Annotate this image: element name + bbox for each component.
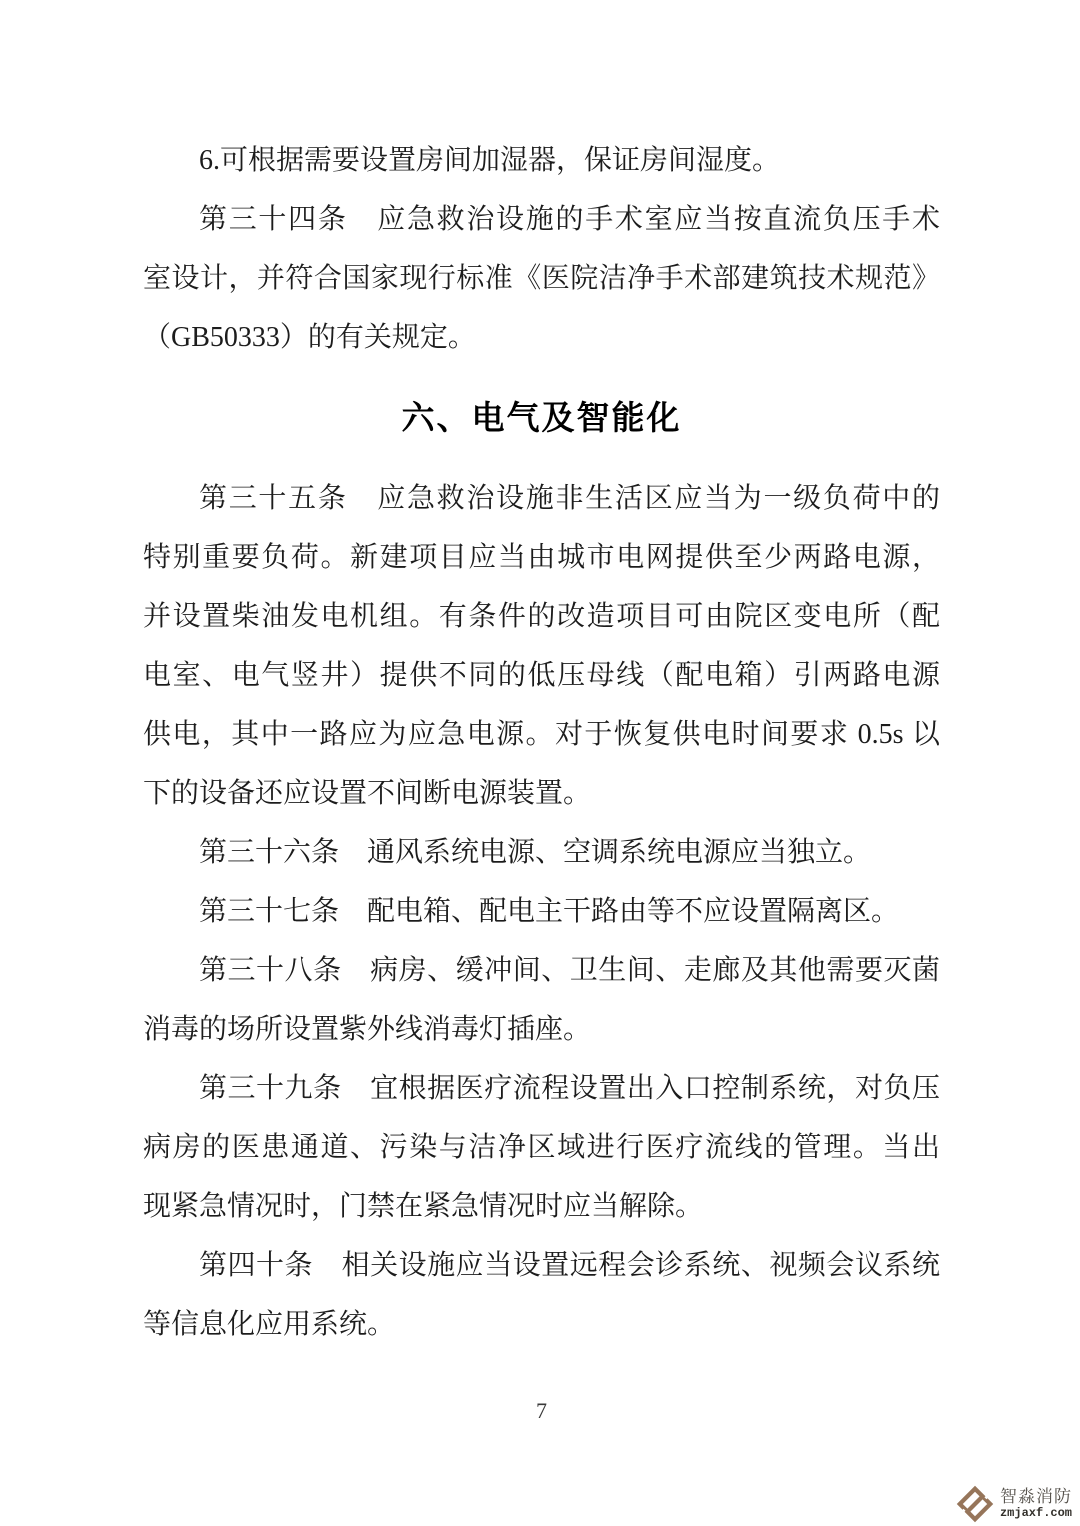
paragraph-article-38 xyxy=(143,941,940,1059)
paragraph-article-34 xyxy=(143,190,940,367)
brand-domain: zmjaxf.com xyxy=(999,1505,1072,1520)
text-line: 第四十条 相关设施应当设置远程会诊系统、视频会议系统 xyxy=(199,1250,940,1281)
text-line: 供电，其中一路应为应急电源。对于恢复供电时间要求 0.5s 以 xyxy=(143,719,940,750)
paragraph-article-40 xyxy=(143,1236,940,1354)
paragraph-article-36 xyxy=(143,823,940,882)
text-line: 室设计，并符合国家现行标准《医院洁净手术部建筑技术规范》 xyxy=(143,263,940,294)
paragraph-article-39 xyxy=(143,1059,940,1236)
paragraph-humidifier xyxy=(143,131,940,190)
watermark xyxy=(956,1485,1072,1523)
page-footer xyxy=(143,1398,940,1424)
paragraph-article-35 xyxy=(143,469,940,823)
page-number: 7 xyxy=(536,1398,547,1423)
watermark-text xyxy=(1000,1488,1072,1520)
text-line: 并设置柴油发电机组。有条件的改造项目可由院区变电所（配 xyxy=(143,601,940,632)
text-line: 6.可根据需要设置房间加湿器，保证房间湿度。 xyxy=(199,145,781,176)
brand-name: 智淼消防 xyxy=(999,1487,1072,1507)
text-line: 下的设备还应设置不间断电源装置。 xyxy=(143,778,592,809)
document-body xyxy=(143,131,940,1354)
text-line: 电室、电气竖井）提供不同的低压母线（配电箱）引两路电源 xyxy=(143,660,940,691)
text-line: 等信息化应用系统。 xyxy=(143,1309,396,1340)
text-line: 病房的医患通道、污染与洁净区域进行医疗流线的管理。当出 xyxy=(143,1132,940,1163)
text-line: 第三十六条 通风系统电源、空调系统电源应当独立。 xyxy=(199,837,872,868)
text-line: 第三十七条 配电箱、配电主干路由等不应设置隔离区。 xyxy=(199,896,900,927)
text-line: 消毒的场所设置紫外线消毒灯插座。 xyxy=(143,1014,592,1045)
text-line: 第三十八条 病房、缓冲间、卫生间、走廊及其他需要灭菌 xyxy=(199,955,940,986)
text-line: 现紧急情况时，门禁在紧急情况时应当解除。 xyxy=(143,1191,704,1222)
paragraph-article-37 xyxy=(143,882,940,941)
brand-logo-icon xyxy=(956,1485,994,1523)
text-line: 第三十九条 宜根据医疗流程设置出入口控制系统，对负压 xyxy=(199,1073,940,1104)
text-line: 特别重要负荷。新建项目应当由城市电网提供至少两路电源， xyxy=(143,542,940,573)
text-line: 第三十四条 应急救治设施的手术室应当按直流负压手术 xyxy=(199,204,940,235)
text-line: （GB50333）的有关规定。 xyxy=(143,322,476,353)
section-heading: 六、电气及智能化 xyxy=(401,399,682,436)
text-line: 第三十五条 应急救治设施非生活区应当为一级负荷中的 xyxy=(199,483,940,514)
